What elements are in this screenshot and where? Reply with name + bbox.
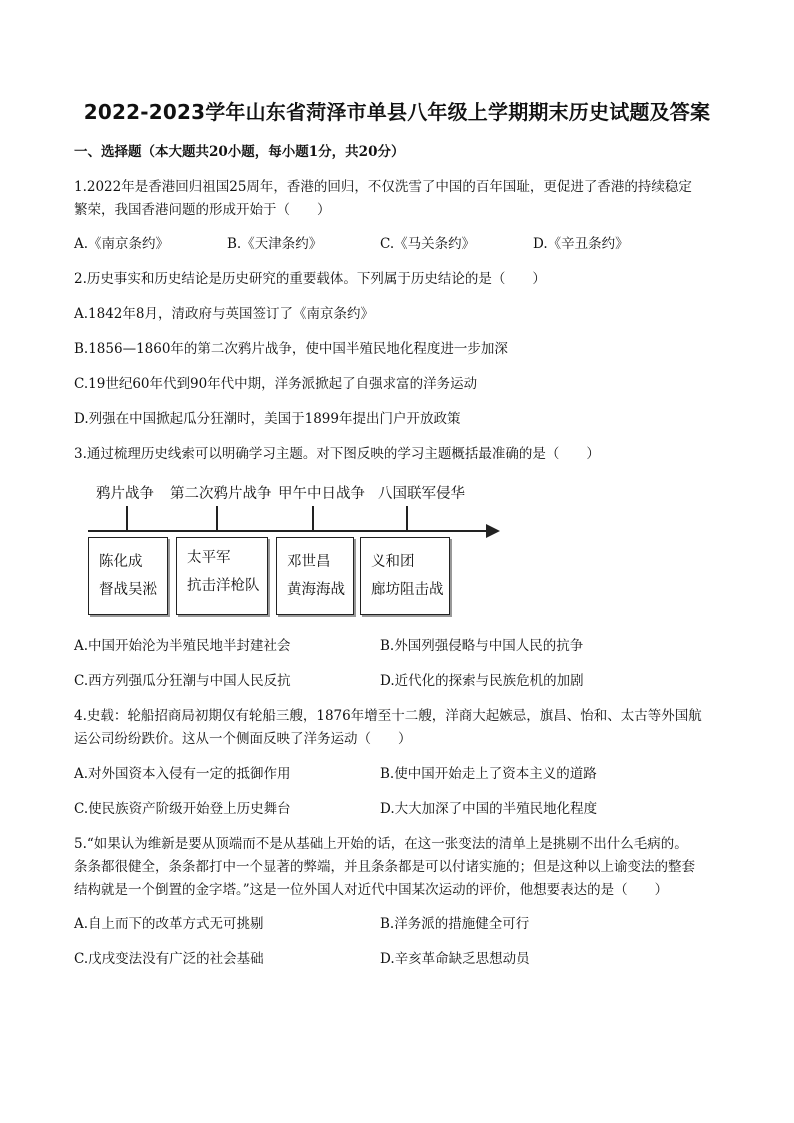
timeline-box-1 (88, 537, 168, 615)
question-5-line-1: 5.“如果认为维新是要从顶端而不是从基础上开始的话，在这一张变法的清单上是挑剔不出什么毛病的。 (74, 836, 688, 852)
question-3-option-b: B.外国列强侵略与中国人民的抗争 (380, 638, 584, 654)
question-2-line-1: 2.历史事实和历史结论是历史研究的重要载体。下列属于历史结论的是（ ） (74, 271, 546, 287)
question-1-option-a: A.《南京条约》 (74, 236, 170, 252)
timeline-tick (216, 506, 218, 530)
question-1-option-c: C.《马关条约》 (380, 236, 476, 252)
timeline-tick (126, 506, 128, 530)
timeline-box-3-line-2: 黄海海战 (287, 582, 345, 598)
timeline-box-2-line-1: 太平军 (187, 550, 231, 566)
question-5-line-3: 结构就是一个倒置的金字塔。”这是一位外国人对近代中国某次运动的评价，他想要表达的是（ ） (74, 882, 669, 898)
question-5-option-b: B.洋务派的措施健全可行 (380, 916, 530, 932)
history-timeline-diagram (88, 482, 508, 622)
timeline-label-eight-nation-invasion: 八国联军侵华 (378, 486, 465, 502)
timeline-box-1-line-1: 陈化成 (99, 554, 143, 570)
timeline-axis (88, 530, 488, 532)
question-5-line-2: 条条都很健全，条条都打中一个显著的弊端，并且条条都是可以付诸实施的；但是这种以上谕变法的整套 (74, 859, 695, 875)
timeline-label-second-opium-war: 第二次鸦片战争 (170, 486, 272, 502)
question-4-option-d: D.大大加深了中国的半殖民地化程度 (380, 801, 598, 817)
timeline-box-1-line-2: 督战吴淞 (99, 582, 157, 598)
timeline-box-3 (276, 537, 354, 615)
timeline-label-opium-war: 鸦片战争 (96, 486, 154, 502)
timeline-tick (406, 506, 408, 530)
question-4-line-2: 运公司纷纷跌价。这从一个侧面反映了洋务运动（ ） (74, 731, 412, 747)
timeline-arrow-icon (486, 524, 500, 538)
question-2-option-a: A.1842年8月，清政府与英国签订了《南京条约》 (74, 306, 374, 322)
question-3-option-c: C.西方列强瓜分狂潮与中国人民反抗 (74, 673, 291, 689)
question-5-option-c: C.戊戌变法没有广泛的社会基础 (74, 951, 264, 967)
question-3-line-1: 3.通过梳理历史线索可以明确学习主题。对下图反映的学习主题概括最准确的是（ ） (74, 446, 600, 462)
timeline-tick (312, 506, 314, 530)
question-5-option-d: D.辛亥革命缺乏思想动员 (380, 951, 530, 967)
section-heading: 一、选择题（本大题共20小题，每小题1分，共20分） (74, 144, 405, 160)
question-2-option-d: D.列强在中国掀起瓜分狂潮时，美国于1899年提出门户开放政策 (74, 411, 461, 427)
question-1-line-1: 1.2022年是香港回归祖国25周年，香港的回归，不仅洗雪了中国的百年国耻，更促进了香港的持续稳定 (74, 179, 692, 195)
timeline-label-sino-japanese-war: 甲午中日战争 (278, 486, 365, 502)
timeline-box-3-line-1: 邓世昌 (287, 554, 331, 570)
question-4-option-a: A.对外国资本入侵有一定的抵御作用 (74, 766, 291, 782)
question-2-option-b: B.1856—1860年的第二次鸦片战争，使中国半殖民地化程度进一步加深 (74, 341, 508, 357)
question-1-option-b: B.《天津条约》 (227, 236, 323, 252)
timeline-box-4 (360, 537, 450, 615)
question-2-option-c: C.19世纪60年代到90年代中期，洋务派掀起了自强求富的洋务运动 (74, 376, 478, 392)
question-4-option-b: B.使中国开始走上了资本主义的道路 (380, 766, 597, 782)
timeline-box-4-line-2: 廊坊阻击战 (371, 582, 444, 598)
question-4-line-1: 4.史载：轮船招商局初期仅有轮船三艘，1876年增至十二艘，洋商大起嫉忌，旗昌、怡和、太古等外国航 (74, 708, 702, 724)
question-5-option-a: A.自上而下的改革方式无可挑剔 (74, 916, 264, 932)
document-title: 2022-2023学年山东省菏泽市单县八年级上学期期末历史试题及答案 (83, 100, 711, 124)
question-3-option-a: A.中国开始沦为半殖民地半封建社会 (74, 638, 291, 654)
question-1-line-2: 繁荣，我国香港问题的形成开始于（ ） (74, 202, 331, 218)
question-4-option-c: C.使民族资产阶级开始登上历史舞台 (74, 801, 291, 817)
question-3-option-d: D.近代化的探索与民族危机的加剧 (380, 673, 584, 689)
timeline-box-4-line-1: 义和团 (371, 554, 415, 570)
question-1-option-d: D.《辛丑条约》 (533, 236, 629, 252)
timeline-box-2 (176, 537, 268, 615)
timeline-box-2-line-2: 抗击洋枪队 (187, 578, 260, 594)
